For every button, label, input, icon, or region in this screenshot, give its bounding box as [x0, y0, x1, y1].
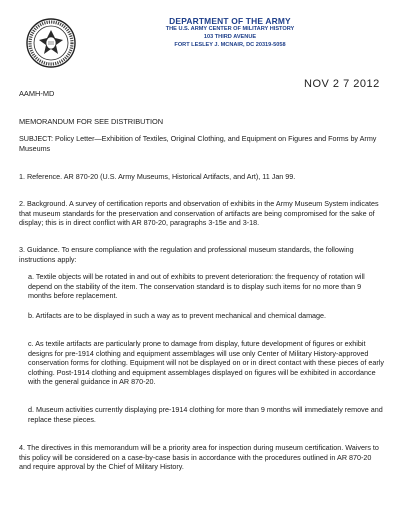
paragraph-text: d. Museum activities currently displaying pre-1914 clothing for more than 9 months will immediately remove and replace these pieces.	[28, 405, 383, 424]
paragraph-background	[19, 199, 384, 228]
date-stamp: NOV 2 7 2012	[304, 78, 380, 90]
paragraph-guidance	[19, 245, 384, 264]
letterhead-line: 103 THIRD AVENUE	[203, 34, 257, 40]
letterhead-line: FORT LESLEY J. MCNAIR, DC 20319-5058	[174, 42, 286, 48]
paragraph-3a	[28, 272, 384, 301]
paragraph-text: 2. Background. A survey of certification reports and observation of exhibits in the Army Museum System indicates that museum standards for the preservation and conservation of artifacts are being compromised for the sake of display; this is in direct conflict with AR 870-20, paragraphs 3-15e and 3-18.	[19, 199, 379, 227]
paragraph-3c	[28, 339, 384, 387]
dod-seal-icon	[26, 18, 76, 68]
paragraph-text: b. Artifacts are to be displayed in such a way as to prevent mechanical and chemical damage.	[28, 311, 327, 320]
paragraph-3d	[28, 405, 384, 424]
office-symbol: AAMH-MD	[19, 89, 55, 98]
paragraph-reference	[19, 172, 384, 182]
memo-addressee: MEMORANDUM FOR SEE DISTRIBUTION	[19, 117, 164, 126]
paragraph-text: 3. Guidance. To ensure compliance with the regulation and professional museum standards, the following instructions apply:	[19, 245, 354, 264]
subject-text: SUBJECT: Policy Letter—Exhibition of Textiles, Original Clothing, and Equipment on Figures and Forms by Army Museums	[19, 134, 377, 153]
paragraph-text: a. Textile objects will be rotated in and out of exhibits to prevent deterioration: the frequency of rotation will depend on the stability of the item. The conservation standard is to display such items for no more than 9 months before replacement.	[28, 272, 365, 300]
paragraph-directives	[19, 443, 384, 472]
paragraph-3b	[28, 311, 378, 321]
paragraph-text: c. As textile artifacts are particularly prone to damage from display, future development of figures or exhibit designs for pre-1914 clothing and equipment assemblages will use only Center of Military History-approved conservation forms for clothing. Equipment will not be displayed on or in direct contact with these pieces of early clothing. Post-1914 clothing and equipment assemblages displayed on figures will be exhibited in accordance with the general guidance in AR 870-20.	[28, 339, 384, 386]
paragraph-text: 4. The directives in this memorandum will be a priority area for inspection during museum certification. Waivers to this policy will be considered on a case-by-case basis in accordance with the procedures outlined in AR 870-20 and require approval by the Chief of Military History.	[19, 443, 379, 471]
letterhead-department: DEPARTMENT OF THE ARMY	[169, 16, 291, 26]
letterhead	[110, 17, 350, 49]
paragraph-text: 1. Reference. AR 870-20 (U.S. Army Museums, Historical Artifacts, and Art), 11 Jan 99.	[19, 172, 296, 181]
subject-line	[19, 134, 384, 153]
letterhead-line: THE U.S. ARMY CENTER OF MILITARY HISTORY	[165, 26, 295, 32]
